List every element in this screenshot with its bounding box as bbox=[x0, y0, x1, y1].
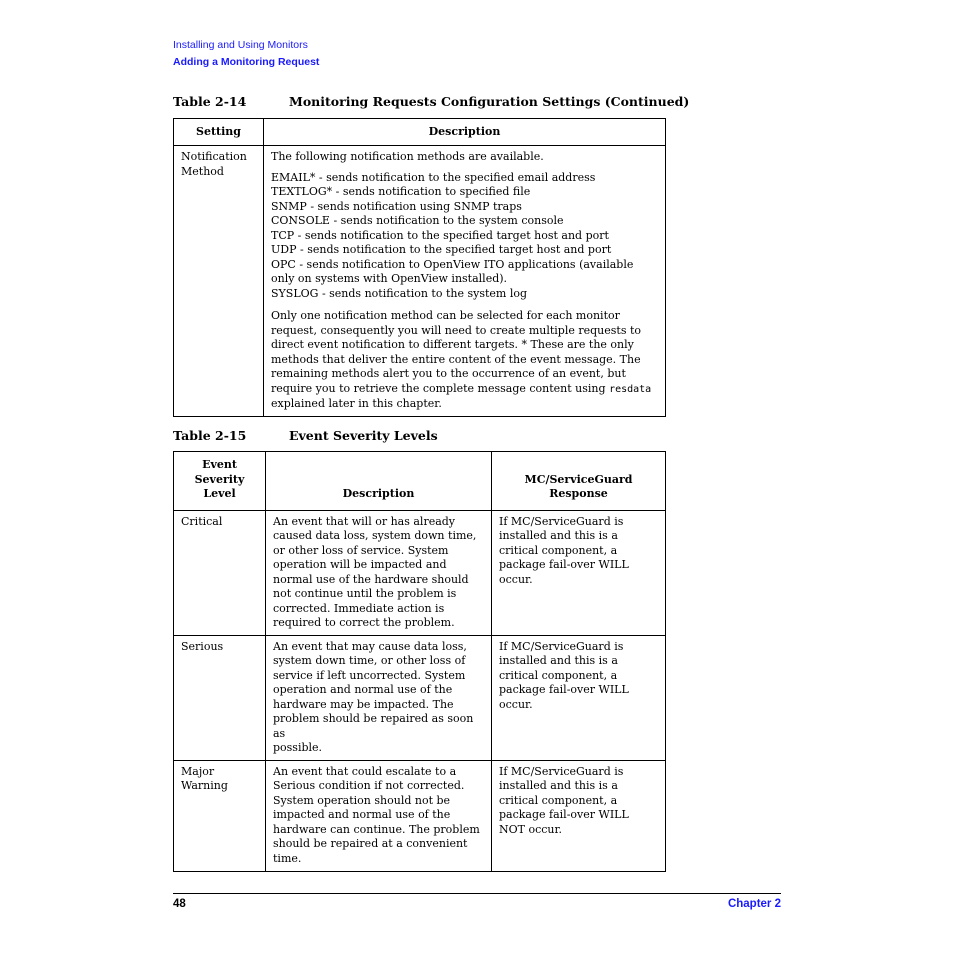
table-header-row bbox=[174, 119, 666, 146]
note-line: remaining methods alert you to the occurrence of an event, but bbox=[271, 367, 626, 380]
cell-line: If MC/ServiceGuard is bbox=[499, 639, 624, 653]
note-text: require you to retrieve the complete message content using bbox=[271, 381, 610, 395]
severity-response-cell bbox=[492, 635, 666, 760]
description-cell bbox=[264, 146, 666, 417]
method-line: EMAIL* - sends notification to the specified email address bbox=[271, 170, 596, 184]
cell-line: installed and this is a bbox=[499, 779, 618, 792]
cell-line: should be repaired at a convenient bbox=[273, 837, 468, 850]
table-row bbox=[174, 760, 666, 871]
table2-title: Event Severity Levels bbox=[289, 428, 438, 443]
table2-caption bbox=[173, 428, 438, 443]
method-line: OPC - sends notification to OpenView ITO applications (available bbox=[271, 257, 634, 271]
cell-line: An event that will or has already bbox=[273, 514, 456, 528]
severity-description-cell bbox=[266, 635, 492, 760]
cell-line: occur. bbox=[499, 697, 533, 711]
header-text: MC/ServiceGuard bbox=[524, 472, 633, 486]
column-header-description: Description bbox=[266, 452, 492, 511]
description-intro: The following notification methods are available. bbox=[271, 150, 544, 163]
header-text: Response bbox=[549, 487, 608, 500]
cell-line: An event that may cause data loss, bbox=[273, 639, 467, 653]
breadcrumb-section-link[interactable]: Adding a Monitoring Request bbox=[173, 56, 320, 68]
method-line: TEXTLOG* - sends notification to specified file bbox=[271, 185, 531, 198]
cell-line: operation will be impacted and bbox=[273, 558, 447, 571]
cell-line: hardware may be impacted. The bbox=[273, 697, 454, 711]
cell-line: package fail-over WILL bbox=[499, 808, 629, 821]
cell-line: Serious bbox=[181, 639, 224, 653]
cell-line: operation and normal use of the bbox=[273, 683, 453, 696]
cell-line: system down time, or other loss of bbox=[273, 654, 466, 667]
cell-line: problem should be repaired as soon as bbox=[273, 712, 474, 740]
note-paragraph bbox=[271, 309, 658, 412]
column-header-level bbox=[174, 452, 266, 511]
header-text: Level bbox=[203, 487, 236, 500]
severity-description-cell bbox=[266, 510, 492, 635]
note-line: direct event notification to different targets. * These are the only bbox=[271, 338, 634, 351]
severity-rows bbox=[174, 510, 666, 871]
cell-line: installed and this is a bbox=[499, 529, 618, 542]
method-line: SNMP - sends notification using SNMP traps bbox=[271, 199, 522, 213]
cell-line: required to correct the problem. bbox=[273, 616, 455, 629]
severity-level-cell bbox=[174, 760, 266, 871]
column-header-description: Description bbox=[264, 119, 666, 146]
table1-title: Monitoring Requests Configuration Settings (Continued) bbox=[289, 94, 690, 109]
cell-line: occur. bbox=[499, 572, 533, 586]
cell-line: critical component, a bbox=[499, 543, 618, 557]
note-line: explained later in this chapter. bbox=[271, 397, 442, 410]
cell-line: service if left uncorrected. System bbox=[273, 668, 466, 682]
cell-line: normal use of the hardware should bbox=[273, 572, 469, 586]
cell-line: critical component, a bbox=[499, 668, 618, 682]
setting-cell bbox=[174, 146, 264, 417]
cell-line: time. bbox=[273, 851, 302, 865]
column-header-setting: Setting bbox=[174, 119, 264, 146]
cell-line: Critical bbox=[181, 514, 223, 528]
method-line: SYSLOG - sends notification to the system log bbox=[271, 286, 528, 300]
cell-line: not continue until the problem is bbox=[273, 587, 457, 600]
note-line: request, consequently you will need to create multiple requests to bbox=[271, 323, 642, 337]
page-number: 48 bbox=[173, 898, 186, 910]
cell-line: installed and this is a bbox=[499, 654, 618, 667]
event-severity-table bbox=[173, 451, 666, 872]
cell-line: Serious condition if not corrected. bbox=[273, 779, 465, 792]
setting-name: Method bbox=[181, 164, 224, 178]
cell-line: An event that could escalate to a bbox=[273, 764, 457, 778]
resdata-code: resdata bbox=[609, 383, 652, 395]
breadcrumb-chapter-link[interactable]: Installing and Using Monitors bbox=[173, 39, 308, 51]
cell-line: Warning bbox=[181, 779, 228, 792]
table-header-row bbox=[174, 452, 666, 511]
cell-line: impacted and normal use of the bbox=[273, 808, 451, 821]
method-line: only on systems with OpenView installed). bbox=[271, 272, 508, 285]
severity-description-cell bbox=[266, 760, 492, 871]
cell-line: Major bbox=[181, 764, 215, 778]
chapter-link[interactable]: Chapter 2 bbox=[727, 898, 781, 910]
severity-response-cell bbox=[492, 510, 666, 635]
table-row bbox=[174, 510, 666, 635]
note-line: Only one notification method can be selected for each monitor bbox=[271, 309, 620, 322]
cell-line: caused data loss, system down time, bbox=[273, 529, 477, 542]
cell-line: NOT occur. bbox=[499, 822, 563, 836]
breadcrumb bbox=[173, 37, 319, 71]
method-line: UDP - sends notification to the specified target host and port bbox=[271, 243, 612, 256]
cell-line: If MC/ServiceGuard is bbox=[499, 764, 624, 778]
note-line: methods that deliver the entire content of the event message. The bbox=[271, 352, 641, 366]
note-line bbox=[271, 382, 658, 398]
method-line: TCP - sends notification to the specified target host and port bbox=[271, 228, 609, 242]
cell-line: corrected. Immediate action is bbox=[273, 601, 445, 615]
footer-divider bbox=[173, 893, 781, 894]
cell-line: possible. bbox=[273, 741, 323, 754]
cell-line: or other loss of service. System bbox=[273, 543, 449, 557]
cell-line: package fail-over WILL bbox=[499, 558, 629, 571]
column-header-response bbox=[492, 452, 666, 511]
cell-line: System operation should not be bbox=[273, 793, 451, 807]
table2-number: Table 2-15 bbox=[173, 428, 247, 443]
severity-level-cell bbox=[174, 510, 266, 635]
header-text: Event bbox=[202, 458, 237, 471]
table-row bbox=[174, 146, 666, 417]
cell-line: hardware can continue. The problem bbox=[273, 822, 480, 836]
cell-line: critical component, a bbox=[499, 793, 618, 807]
method-line: CONSOLE - sends notification to the system console bbox=[271, 214, 564, 227]
table-row bbox=[174, 635, 666, 760]
cell-line: If MC/ServiceGuard is bbox=[499, 514, 624, 528]
table1-caption bbox=[173, 94, 689, 109]
setting-name: Notification bbox=[181, 150, 247, 163]
monitoring-settings-table bbox=[173, 118, 666, 417]
severity-response-cell bbox=[492, 760, 666, 871]
table1-number: Table 2-14 bbox=[173, 94, 247, 109]
severity-level-cell bbox=[174, 635, 266, 760]
cell-line: package fail-over WILL bbox=[499, 683, 629, 696]
header-text: Severity bbox=[194, 472, 245, 486]
